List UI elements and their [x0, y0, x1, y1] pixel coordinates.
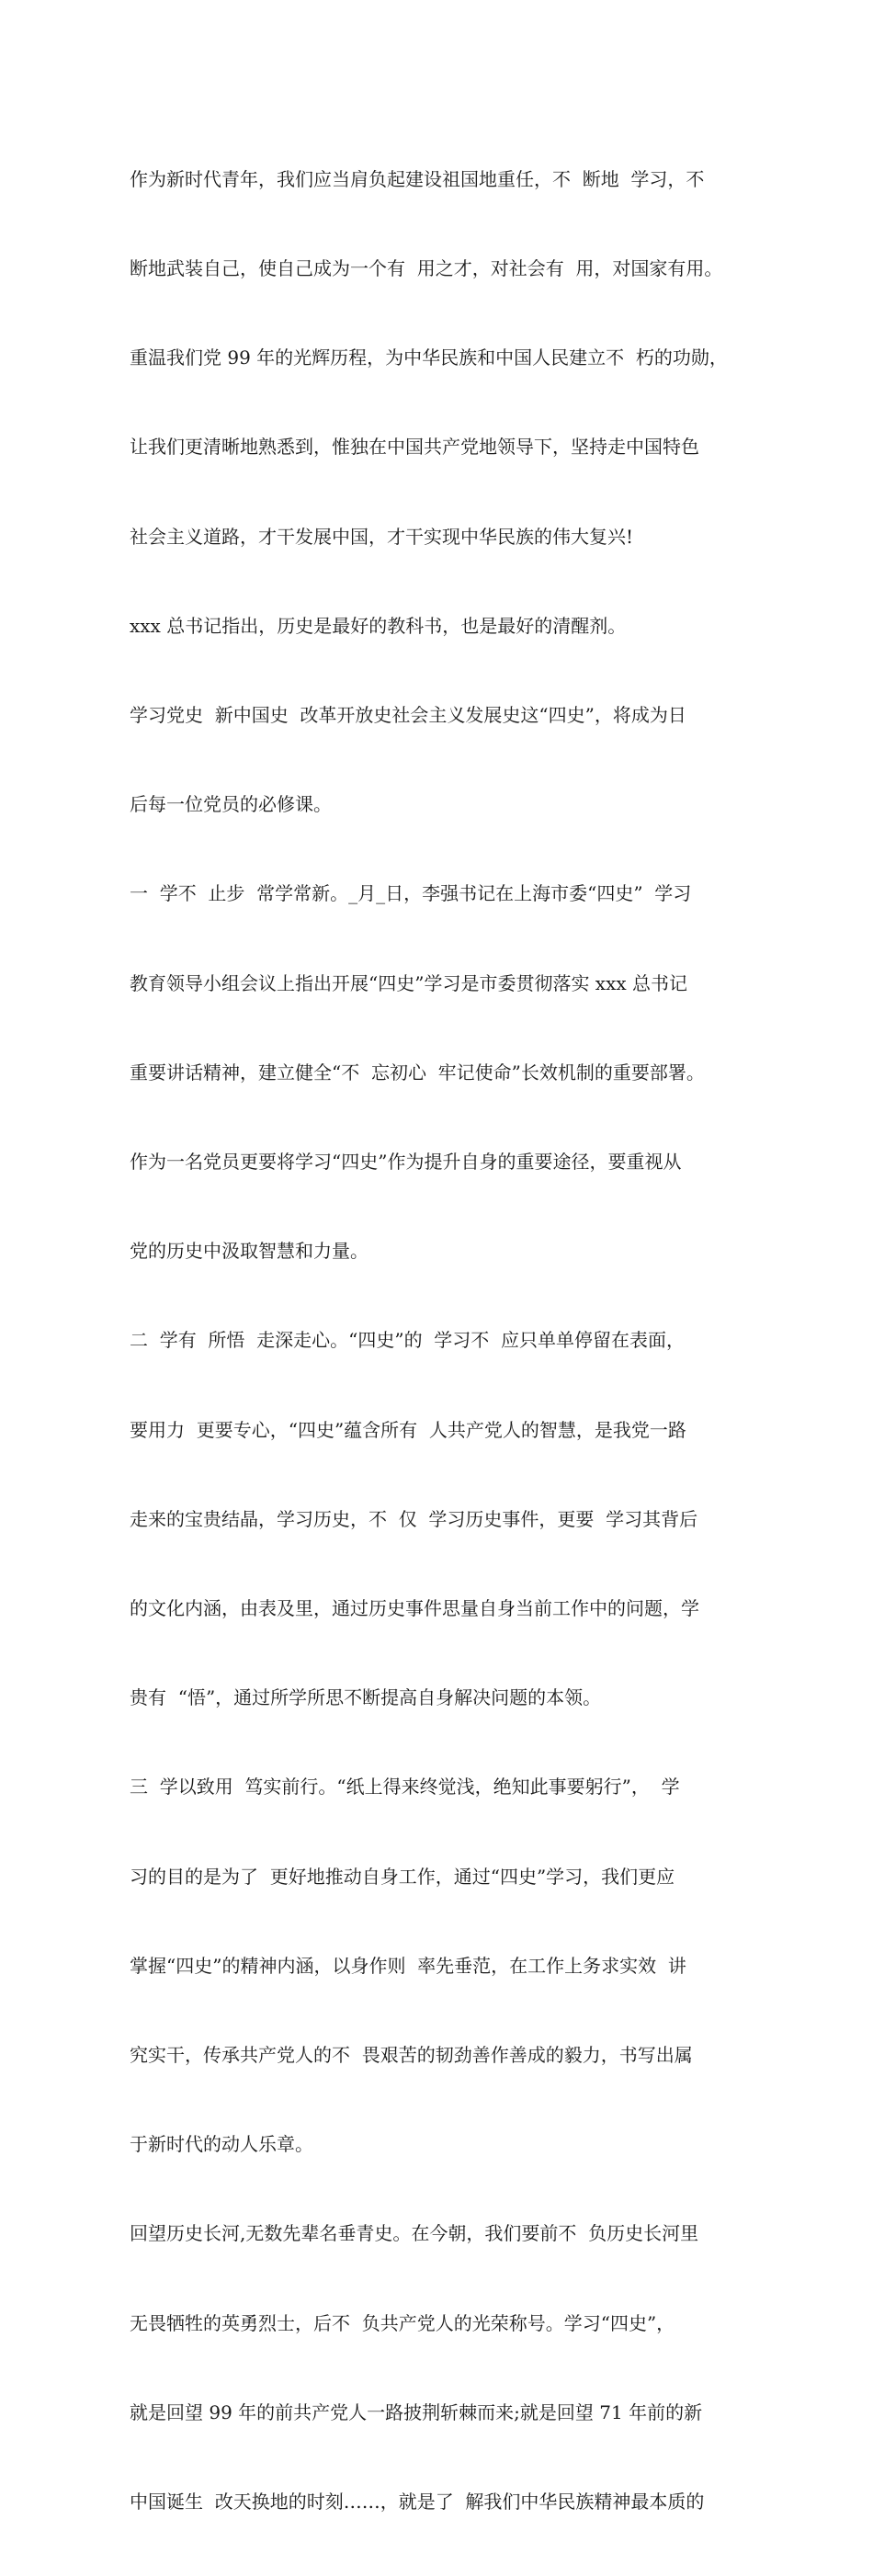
- text-line: 二 学有 所悟 走深走心。“四史”的 学习不 应只单单停留在表面，: [130, 1329, 686, 1352]
- text-line: 就是回望 99 年的前共产党人一路披荆斩棘而来;就是回望 71 年前的新: [130, 2400, 703, 2423]
- text-line: 断地武装自己，使自己成为一个有 用之才，对社会有 用，对国家有用。: [130, 257, 723, 280]
- text-line: 究实干，传承共产党人的不 畏艰苦的韧劲善作善成的毅力，书写出属: [130, 2044, 693, 2067]
- text-line: 三 学以致用 笃实前行。“纸上得来终觉浅，绝知此事要躬行”， 学: [130, 1776, 680, 1799]
- text-line: 党的历史中汲取智慧和力量。: [130, 1240, 368, 1263]
- text-line: 要用力 更要专心，“四史”蕴含所有 人共产党人的智慧，是我党一路: [130, 1418, 686, 1441]
- text-line: 后每一位党员的必修课。: [130, 793, 332, 816]
- text-line: 学习党史 新中国史 改革开放史社会主义发展史这“四史”，将成为日: [130, 704, 686, 727]
- text-line: 走来的宝贵结晶，学习历史，不 仅 学习历史事件，更要 学习其背后: [130, 1507, 698, 1530]
- text-line: xxx 总书记指出，历史是最好的教科书，也是最好的清醒剂。: [130, 614, 627, 637]
- text-line: 让我们更清晰地熟悉到，惟独在中国共产党地领导下，坚持走中国特色: [130, 436, 699, 459]
- text-line: 的文化内涵，由表及里，通过历史事件思量自身当前工作中的问题，学: [130, 1597, 699, 1620]
- text-line: 社会主义道路，才干发展中国，才干实现中华民族的伟大复兴!: [130, 525, 634, 548]
- text-line: 掌握“四史”的精神内涵，以身作则 率先垂范，在工作上务求实效 讲: [130, 1954, 686, 1977]
- text-line: 中国诞生 改天换地的时刻……，就是了 解我们中华民族精神最本质的: [130, 2491, 705, 2514]
- text-line: 教育领导小组会议上指出开展“四史”学习是市委贯彻落实 xxx 总书记: [130, 971, 688, 994]
- text-line: 贵有 “悟”，通过所学所思不断提高自身解决问题的本领。: [130, 1686, 602, 1709]
- text-line: 作为一名党员更要将学习“四史”作为提升自身的重要途径，要重视从: [130, 1151, 682, 1174]
- text-line: 一 学不 止步 常学常新。_月_日，李强书记在上海市委“四史” 学习: [130, 882, 692, 905]
- text-line: 重要讲话精神，建立健全“不 忘初心 牢记使命”长效机制的重要部署。: [130, 1061, 705, 1084]
- body-text: [130, 105, 764, 2576]
- text-line: 于新时代的动人乐章。: [130, 2133, 313, 2156]
- text-line: 重温我们党 99 年的光辉历程，为中华民族和中国人民建立不 朽的功勋，: [130, 346, 728, 369]
- text-line: 习的目的是为了 更好地推动自身工作，通过“四史”学习，我们更应: [130, 1865, 675, 1888]
- text-line: 无畏牺牲的英勇烈士，后不 负共产党人的光荣称号。学习“四史”，: [130, 2311, 675, 2334]
- text-line: 作为新时代青年，我们应当肩负起建设祖国地重任，不 断地 学习，不: [130, 167, 705, 190]
- text-line: 回望历史长河,无数先辈名垂青史。在今朝，我们要前不 负历史长河里: [130, 2222, 699, 2245]
